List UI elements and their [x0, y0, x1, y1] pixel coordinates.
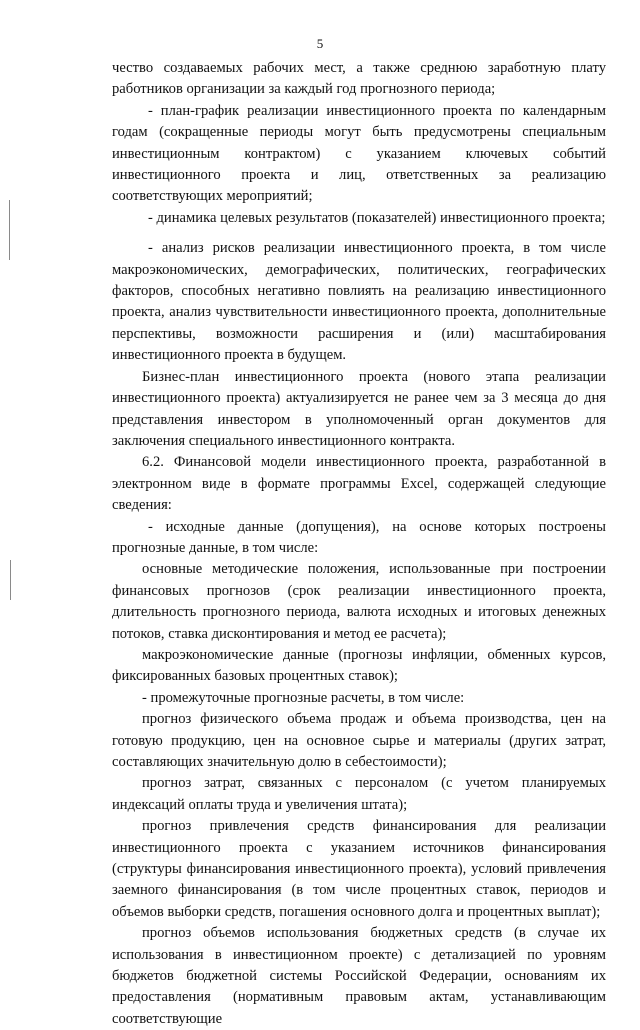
paragraph: чество создаваемых рабочих мест, а также среднюю заработную плату работников организации за каждый год прогнозного периода; [112, 60, 606, 98]
scan-margin-mark [9, 200, 10, 260]
list-item: - исходные данные (допущения), на основе которых построены прогнозные данные, в том числе: [112, 518, 606, 556]
paragraph: макроэкономические данные (прогнозы инфляции, обменных курсов, фиксированных базовых процентных ставок); [112, 646, 606, 685]
list-item: - анализ рисков реализации инвестиционного проекта, в том числе макроэкономических, демографических, политических, географических факторов, способных негативно повлиять на реализацию инвестиционного проекта, анализ чувствительности инвестиционного проекта, дополнительные перспективы, возможности расширения и (или) масштабирования инвестиционного проекта в будущем. [112, 240, 606, 364]
paragraph: основные методические положения, использованные при построении финансовых прогнозов (срок реализации инвестиционного проекта, длительность прогнозного периода, валюта исходных и итоговых денежных потоков, ставка дисконтирования и метод ее расчета); [112, 561, 606, 642]
scan-margin-mark [10, 560, 11, 600]
document-body [112, 58, 606, 1030]
list-item: - динамика целевых результатов (показателей) инвестиционного проекта; [148, 209, 606, 226]
section-heading: 6.2. Финансовой модели инвестиционного проекта, разработанной в электронном виде в формате программы Excel, содержащей следующие сведения: [112, 454, 606, 514]
list-item: - промежуточные прогнозные расчеты, в том числе: [142, 689, 465, 706]
paragraph: прогноз затрат, связанных с персоналом (с учетом планируемых индексаций оплаты труда и увеличения штата); [112, 775, 606, 813]
paragraph: прогноз физического объема продаж и объема производства, цен на готовую продукцию, цен на основное сырье и материалы (других затрат, составляющих значительную долю в себестоимости); [112, 711, 606, 770]
list-item: - план-график реализации инвестиционного проекта по календарным годам (сокращенные периоды могут быть предусмотрены специальным инвестиционным контрактом) с указанием ключевых событий инвестиционного проекта и лиц, ответственных за реализацию соответствующих мероприятий; [112, 102, 606, 205]
paragraph: прогноз привлечения средств финансирования для реализации инвестиционного проекта с указанием источников финансирования (структуры финансирования инвестиционного проекта), условий привлечения заемного финансирования (в том числе процентных ставок, периодов и объемов выборки средств, погашения основного долга и процентных выплат); [112, 818, 606, 920]
paragraph: прогноз объемов использования бюджетных средств (в случае их использования в инвестиционном проекте) с детализацией по уровням бюджетов бюджетной системы Российской Федерации, основаниям их предоставления (нормативным правовым актам, устанавливающим соответствующие [112, 925, 606, 1027]
paragraph: Бизнес-план инвестиционного проекта (нового этапа реализации инвестиционного проекта) актуализируется не ранее чем за 3 месяца до дня представления инвестором в уполномоченный орган документов для заключения специального инвестиционного контракта. [112, 368, 606, 449]
page-number: 5 [316, 36, 324, 51]
